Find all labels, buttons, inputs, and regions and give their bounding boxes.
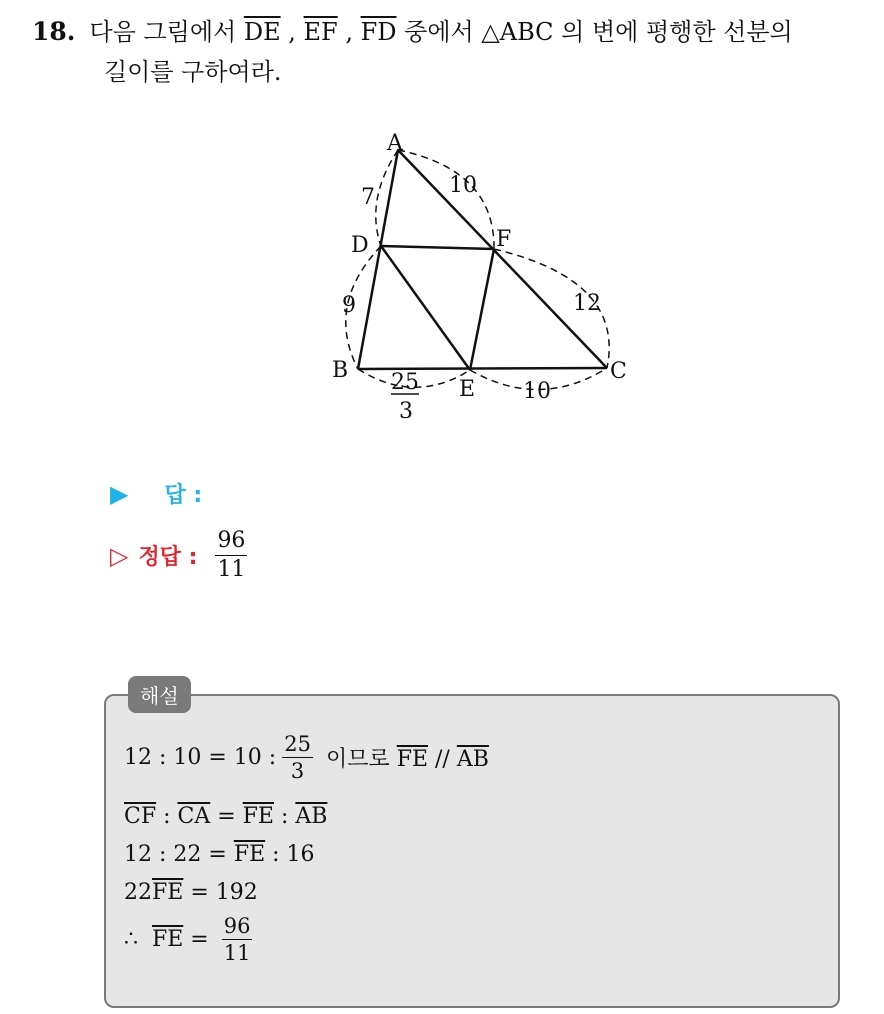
separator: , xyxy=(337,18,361,46)
segment-fe: $\overline{FE}$ xyxy=(396,747,429,772)
length-be-num: 25 xyxy=(391,370,419,395)
solution-text: = 192 xyxy=(183,880,258,905)
label-f: F xyxy=(496,227,512,252)
fraction-numerator: 25 xyxy=(284,732,311,756)
label-c: C xyxy=(610,359,627,384)
therefore-symbol: ∴ xyxy=(124,927,152,952)
label-a: A xyxy=(387,131,403,156)
solution-text: 12 : 22 = xyxy=(124,842,234,867)
correct-answer-row xyxy=(110,528,247,583)
answer-numerator: 96 xyxy=(215,528,247,556)
separator: , xyxy=(280,18,304,46)
segment-fd-line xyxy=(381,246,494,249)
ratio-colon: : xyxy=(274,804,296,829)
solution-text: 이므로 xyxy=(318,747,397,772)
question-number: 18. xyxy=(32,17,76,46)
length-af: 10 xyxy=(449,173,477,198)
length-be-den: 3 xyxy=(399,399,413,424)
segment-de-line xyxy=(381,246,470,370)
solution-result-fraction xyxy=(222,914,253,965)
question-text-before: 다음 그림에서 xyxy=(89,18,244,46)
solution-text: 12 : 10 = 10 : xyxy=(124,745,277,770)
solution-line-1 xyxy=(124,732,489,783)
fraction-denominator: 3 xyxy=(290,759,305,783)
answer-denominator: 11 xyxy=(217,557,246,582)
segment-fe: $\overline{FE}$ xyxy=(152,880,184,905)
solution-line-5 xyxy=(124,914,252,965)
solution-fraction xyxy=(282,732,313,783)
segment-ef-line xyxy=(470,249,494,370)
answer-fraction xyxy=(215,528,247,583)
segment-ab: $\overline{AB}$ xyxy=(295,804,328,829)
parallel-symbol: // xyxy=(428,747,457,772)
side-bc xyxy=(358,368,607,369)
answer-label: 답 : xyxy=(164,483,203,508)
solution-tag: 해설 xyxy=(128,676,191,713)
solution-line-2 xyxy=(124,804,327,829)
segment-fe: $\overline{FE}$ xyxy=(233,842,266,867)
ratio-colon: : xyxy=(156,804,178,829)
segment-fe: $\overline{FE}$ xyxy=(242,804,274,829)
triangle-figure xyxy=(320,120,660,430)
solution-text: : 16 xyxy=(265,842,315,867)
segment-cf: $\overline{CF}$ xyxy=(124,804,157,829)
length-ad: 7 xyxy=(361,185,375,210)
answer-row xyxy=(110,478,202,509)
equals-sign: = xyxy=(183,927,216,952)
question-line-1 xyxy=(32,12,862,52)
fraction-denominator: 11 xyxy=(223,941,251,965)
label-b: B xyxy=(332,358,349,383)
side-ac xyxy=(398,150,607,368)
fraction-numerator: 96 xyxy=(223,914,251,938)
solution-line-4 xyxy=(124,880,258,905)
segment-fd: $\overline{FD}$ xyxy=(360,18,397,46)
length-ec: 10 xyxy=(523,379,551,404)
segment-fe: $\overline{FE}$ xyxy=(151,927,184,952)
correct-answer-label: 정답 : xyxy=(138,545,198,570)
segment-ca: $\overline{CA}$ xyxy=(177,804,211,829)
segment-ab: $\overline{AB}$ xyxy=(456,747,489,772)
length-db: 9 xyxy=(342,293,356,318)
solution-text: 22 xyxy=(124,880,152,905)
play-solid-icon: ▶ xyxy=(110,480,129,508)
question-text-after: 중에서 △ABC 의 변에 평행한 선분의 xyxy=(396,18,793,46)
segment-de: $\overline{DE}$ xyxy=(243,18,281,46)
solution-line-3 xyxy=(124,842,315,867)
question-line-2: 길이를 구하여라. xyxy=(104,58,282,86)
question xyxy=(32,12,862,92)
length-fc: 12 xyxy=(573,291,601,316)
label-d: D xyxy=(351,233,369,258)
equals-sign: = xyxy=(210,804,243,829)
segment-ef: $\overline{EF}$ xyxy=(303,18,338,46)
play-outline-icon: ▷ xyxy=(110,541,129,570)
label-e: E xyxy=(459,377,476,402)
